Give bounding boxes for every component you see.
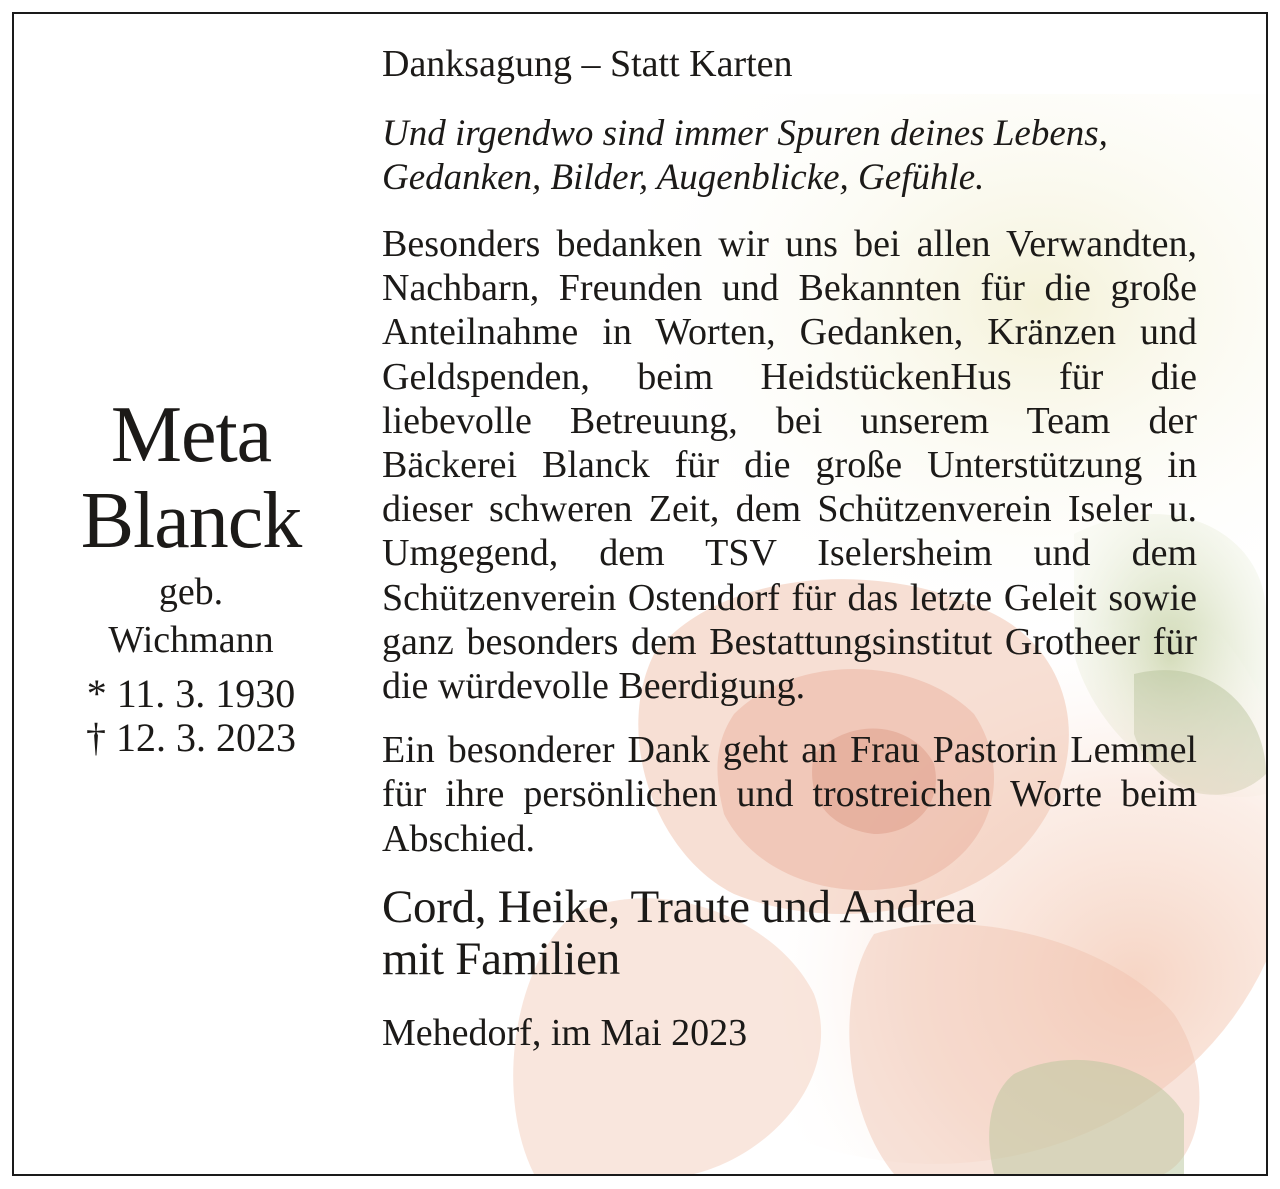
obituary-notice [12,12,1268,1176]
death-date: † 12. 3. 2023 [86,715,296,760]
deceased-last-name: Blanck [80,477,302,565]
birth-name-prefix: geb. [158,571,224,613]
dates-block [56,672,326,760]
place-date: Mehedorf, im Mai 2023 [382,1011,748,1054]
notice-heading: Danksagung – Statt Karten [382,43,793,85]
quote-line: Gedanken, Bilder, Augenblicke, Gefühle. [382,157,985,198]
quote [382,112,1197,200]
signers [382,881,1197,985]
quote-line: Und irgendwo sind immer Spuren deines Lebens, [382,113,1108,154]
birth-surname: Wichmann [108,619,274,661]
birth-date: * 11. 3. 1930 [86,671,296,716]
deceased-first-name: Meta [110,391,272,479]
deceased-block [56,392,326,760]
thanks-paragraph: Besonders bedanken wir uns bei allen Verwandten, Nachbarn, Freunden und Bekannten für die große Anteilnahme in Worten, Gedanken, Kränzen und Geldspenden, beim HeidstückenHus für die liebevolle Betreuung, bei unserem Team der Bäckerei Blanck für die große Unterstützung in dieser schweren Zeit, dem Schützenverein Iseler u. Umgegend, dem TSV Iselersheim und dem Schützenverein Ostendorf für das letzte Geleit sowie ganz besonders dem Bestattungsinstitut Grotheer für die würdevolle Beerdigung. [382,223,1197,708]
signers-line: Cord, Heike, Traute und Andrea [382,880,977,933]
signers-line: mit Familien [382,932,620,985]
notice-text-block [382,42,1197,1055]
special-thanks-paragraph: Ein besonderer Dank geht an Frau Pastorin Lemmel für ihre persönlichen und trostreichen Worte beim Abschied. [382,729,1197,860]
